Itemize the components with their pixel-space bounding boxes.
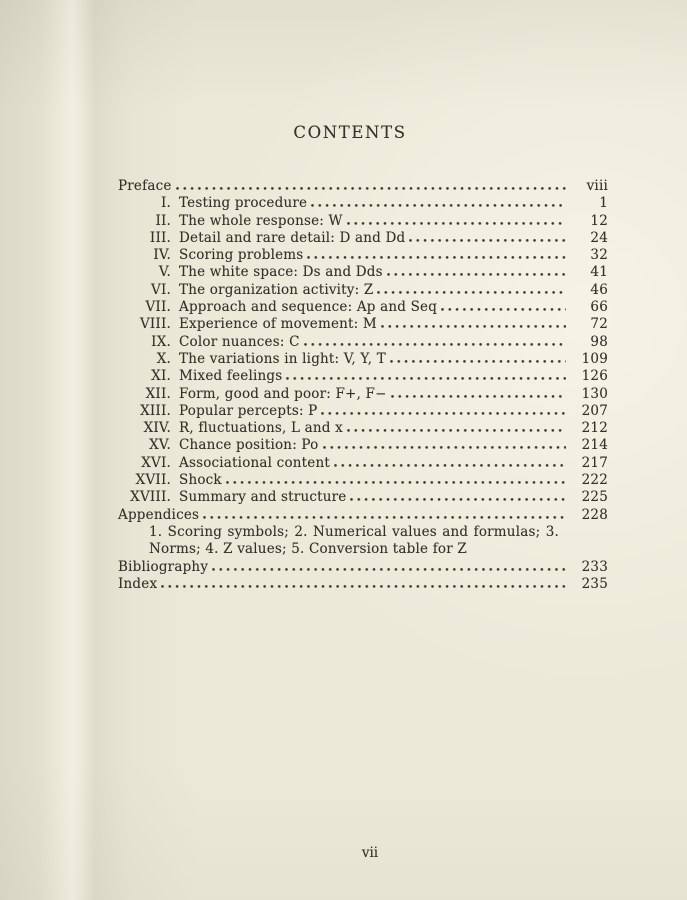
toc-entry-page: 126 (581, 368, 608, 385)
toc-entry-page: 66 (590, 299, 608, 316)
dot-leader (334, 463, 566, 467)
toc-entry-page: 98 (590, 333, 608, 350)
toc-entry (118, 403, 608, 420)
toc-entry-numeral: XII. (145, 385, 171, 402)
dot-leader (286, 376, 566, 380)
toc-entry-title: Summary and structure (179, 489, 347, 506)
toc-entry-title: Bibliography (118, 558, 209, 575)
toc-entry-title: Popular percepts: P (179, 402, 318, 419)
toc-entry (118, 178, 608, 195)
toc-entry-numeral: I. (160, 195, 171, 212)
toc-entry-page: 130 (581, 385, 608, 402)
dot-leader (161, 584, 566, 588)
dot-leader (321, 411, 566, 415)
toc-entry-numeral: VI. (151, 281, 171, 298)
toc-entry (118, 230, 608, 247)
toc-entry-page: 217 (581, 454, 608, 471)
table-of-contents (118, 178, 608, 593)
toc-entry-page: 233 (581, 558, 608, 575)
toc-entry-title: Index (118, 575, 158, 592)
toc-entry-numeral: XIV. (143, 420, 171, 437)
toc-entry (118, 213, 608, 230)
toc-entry-numeral: VIII. (139, 316, 171, 333)
toc-entry-title: Mixed feelings (179, 368, 283, 385)
toc-entry-numeral: II. (155, 212, 171, 229)
toc-entry (118, 334, 608, 351)
dot-leader (390, 359, 566, 363)
toc-entry-title: The organization activity: Z (179, 281, 374, 298)
toc-entry-page: 222 (581, 472, 608, 489)
dot-leader (203, 515, 566, 519)
toc-entry-page: 212 (581, 420, 608, 437)
toc-entry-title: Color nuances: C (179, 333, 300, 350)
toc-entry (118, 489, 608, 506)
toc-entry-page: 46 (590, 281, 608, 298)
toc-entry-title: Detail and rare detail: D and Dd (179, 229, 406, 246)
toc-entry-numeral: IV. (153, 247, 171, 264)
toc-entry (118, 455, 608, 472)
dot-leader (441, 307, 566, 311)
toc-entry (118, 507, 608, 524)
dot-leader (381, 324, 566, 328)
dot-leader (226, 480, 566, 484)
toc-entry-title: Scoring problems (179, 247, 304, 264)
toc-entry (118, 195, 608, 212)
toc-entry (118, 351, 608, 368)
toc-entry (118, 576, 608, 593)
toc-entry-page: 228 (581, 506, 608, 523)
toc-entry-title: The variations in light: V, Y, T (179, 350, 386, 367)
dot-leader (377, 290, 566, 294)
page-title: CONTENTS (293, 123, 407, 142)
toc-entry-title: R, fluctuations, L and x (179, 420, 343, 437)
toc-entry (118, 559, 608, 576)
toc-entry-page: 12 (590, 212, 608, 229)
toc-entry (118, 386, 608, 403)
toc-entry-title: Associational content (179, 454, 330, 471)
toc-entry (118, 299, 608, 316)
appendix-note-line: 1. Scoring symbols; 2. Numerical values and formulas; 3. (149, 523, 559, 540)
toc-entry-page: 1 (599, 195, 608, 212)
toc-entry-title: The whole response: W (179, 212, 343, 229)
toc-entry-page: 109 (581, 350, 608, 367)
toc-entry (118, 247, 608, 264)
dot-leader (323, 445, 567, 449)
toc-entry (118, 264, 608, 281)
dot-leader (391, 394, 566, 398)
toc-entry-page: 225 (581, 489, 608, 506)
toc-entry-title: Chance position: Po (179, 437, 319, 454)
dot-leader (176, 186, 566, 190)
folio-page-number: vii (361, 845, 379, 861)
toc-entry (118, 316, 608, 333)
toc-entry-numeral: XVIII. (130, 489, 171, 506)
toc-entry-title: Appendices (118, 506, 200, 523)
toc-entry-page: 207 (581, 402, 608, 419)
dot-leader (350, 497, 566, 501)
toc-entry (118, 420, 608, 437)
toc-entry-title: Preface (118, 178, 172, 194)
toc-entry-page: 214 (581, 437, 608, 454)
toc-entry-title: Form, good and poor: F+, F− (179, 385, 387, 402)
toc-entry-page: 32 (590, 247, 608, 264)
toc-entry-numeral: XI. (151, 368, 171, 385)
toc-entry-numeral: III. (149, 229, 171, 246)
toc-entry-page: viii (586, 178, 608, 194)
toc-entry-numeral: XIII. (140, 402, 171, 419)
appendix-note-line: Norms; 4. Z values; 5. Conversion table for Z (149, 541, 467, 558)
toc-entry-page: 24 (590, 229, 608, 246)
dot-leader (212, 567, 566, 571)
toc-entry (118, 282, 608, 299)
toc-entry-numeral: V. (158, 264, 171, 281)
dot-leader (347, 221, 566, 225)
toc-entry-numeral: XV. (149, 437, 171, 454)
dot-leader (304, 342, 566, 346)
toc-entry (118, 437, 608, 454)
toc-entry-title: Approach and sequence: Ap and Seq (179, 299, 438, 316)
toc-entry-numeral: VII. (145, 299, 171, 316)
dot-leader (311, 203, 566, 207)
toc-entry-title: The white space: Ds and Dds (179, 264, 383, 281)
toc-entry-title: Testing procedure (179, 195, 308, 212)
toc-entry-page: 72 (590, 316, 608, 333)
toc-entry-title: Experience of movement: M (179, 316, 377, 333)
toc-entry-page: 235 (581, 575, 608, 592)
dot-leader (409, 238, 566, 242)
toc-entry-page: 41 (590, 264, 608, 281)
toc-entry-numeral: IX. (151, 333, 171, 350)
appendix-note (149, 524, 559, 559)
toc-entry-numeral: XVI. (141, 454, 171, 471)
dot-leader (307, 255, 566, 259)
toc-entry-title: Shock (179, 472, 222, 489)
toc-entry (118, 368, 608, 385)
dot-leader (387, 272, 566, 276)
dot-leader (347, 428, 566, 432)
toc-entry-numeral: X. (156, 350, 171, 367)
toc-entry-numeral: XVII. (135, 472, 171, 489)
toc-entry (118, 472, 608, 489)
